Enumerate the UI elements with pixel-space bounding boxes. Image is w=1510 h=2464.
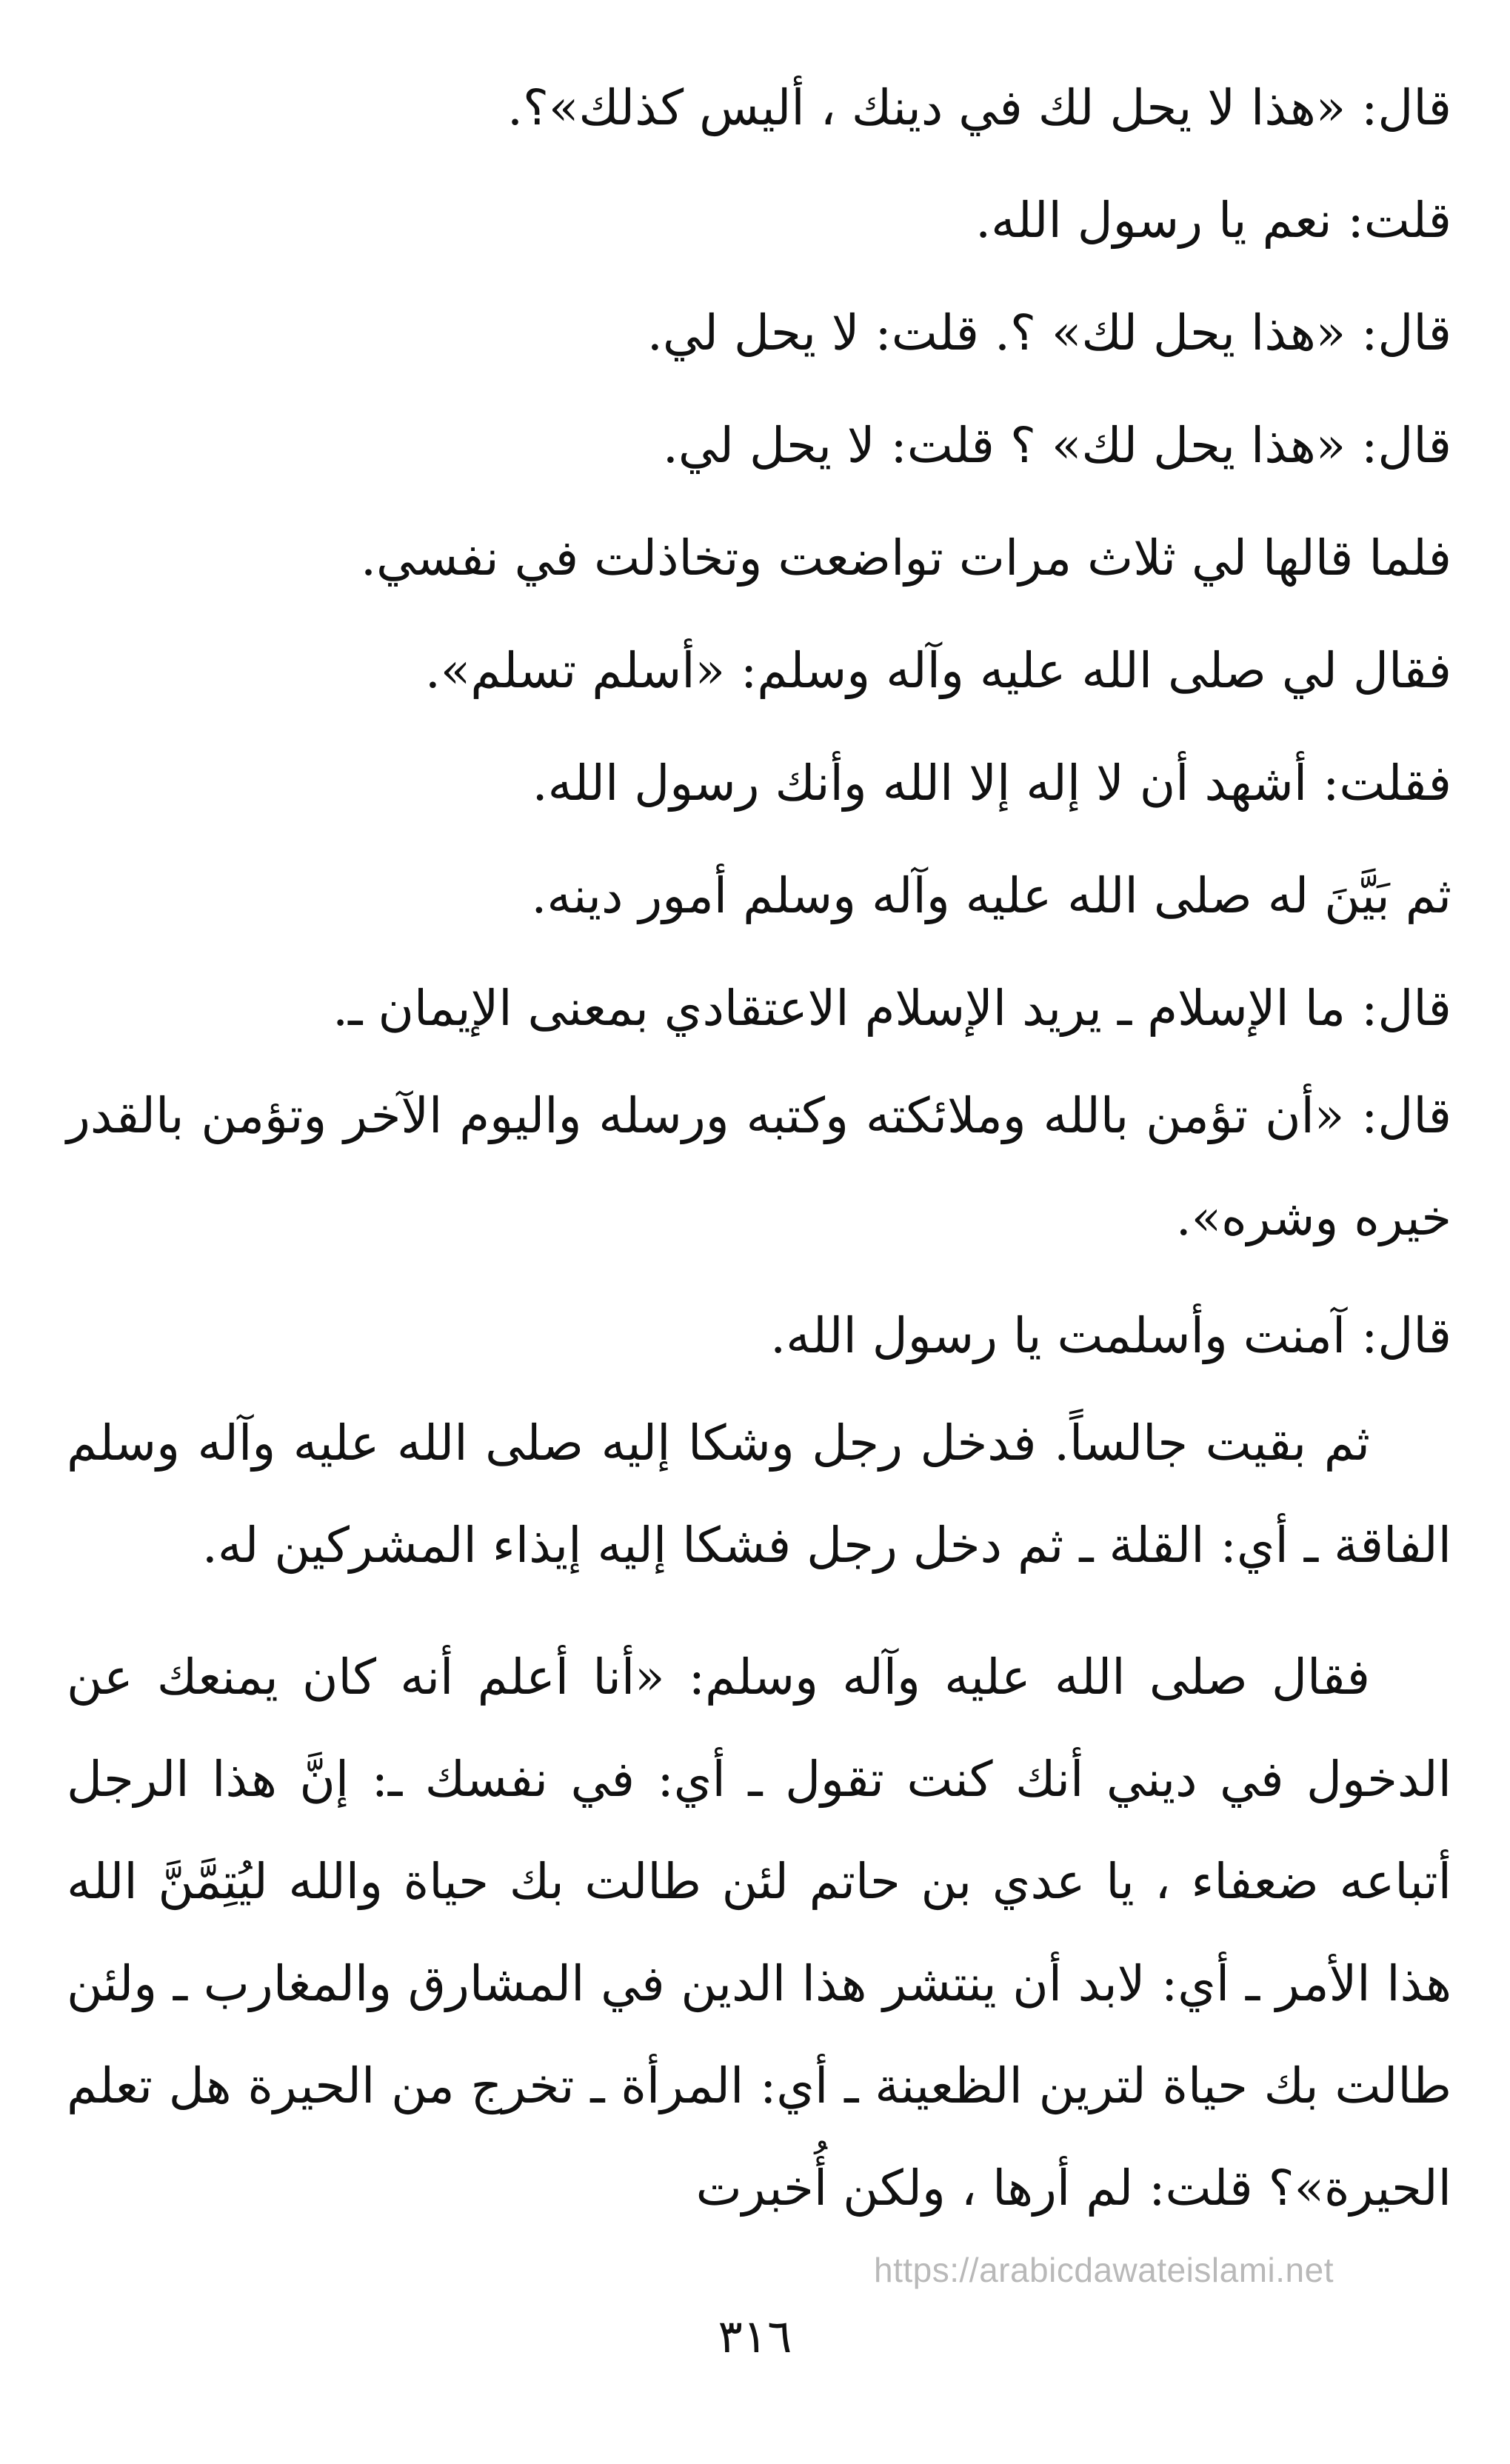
paragraph-1: قال: «هذا لا يحل لك في دينك ، أليس كذلك»؟.	[507, 79, 1451, 136]
paragraph-7: فقلت: أشهد أن لا إله إلا الله وأنك رسول الله.	[532, 755, 1451, 812]
paragraph-3: قال: «هذا يحل لك» ؟. قلت: لا يحل لي.	[647, 304, 1451, 361]
paragraph-5: فلما قالها لي ثلاث مرات تواضعت وتخاذلت في نفسي.	[361, 530, 1451, 587]
paragraph-11: قال: آمنت وأسلمت يا رسول الله.	[770, 1307, 1451, 1364]
paragraph-12: ثم بقيت جالساً. فدخل رجل وشكا إليه صلى الله عليه وآله وسلم الفاقة ـ أي: القلة ـ ثم دخل رجل فشكا إليه إيذاء المشركين له.	[67, 1415, 1451, 1574]
paragraph-10: قال: «أن تؤمن بالله وملائكته وكتبه ورسله واليوم الآخر وتؤمن بالقدر خيره وشره».	[67, 1087, 1451, 1246]
paragraph-9: قال: ما الإسلام ـ يريد الإسلام الاعتقادي بمعنى الإيمان ـ.	[333, 980, 1451, 1037]
watermark-url: https://arabicdawateislami.net	[874, 2251, 1334, 2289]
paragraph-6: فقال لي صلى الله عليه وآله وسلم: «أسلم تسلم».	[424, 642, 1451, 699]
paragraph-13: فقال صلى الله عليه وآله وسلم: «أنا أعلم أنه كان يمنعك عن الدخول في ديني أنك كنت تقول ـ أي: في نفسك ـ: إنَّ هذا الرجل أتباعه ضعفاء ، يا عدي بن حاتم لئن طالت بك حياة والله ليُتِمَّنَّ الله هذا الأمر ـ أي: لابد أن ينتشر هذا الدين في المشارق والمغارب ـ ولئن طالت بك حياة لترين الظعينة ـ أي: المرأة ـ تخرج من الحيرة هل تعلم الحيرة»؟ قلت: لم أرها ، ولكن أُخبرت	[67, 1649, 1451, 2217]
paragraph-8: ثم بَيَّنَ له صلى الله عليه وآله وسلم أمور دينه.	[531, 867, 1451, 924]
document-page	[67, 52, 1451, 2385]
paragraph-4: قال: «هذا يحل لك» ؟ قلت: لا يحل لي.	[662, 417, 1451, 474]
paragraph-2: قلت: نعم يا رسول الله.	[975, 192, 1451, 249]
page-number: ٣١٦	[718, 2309, 792, 2363]
